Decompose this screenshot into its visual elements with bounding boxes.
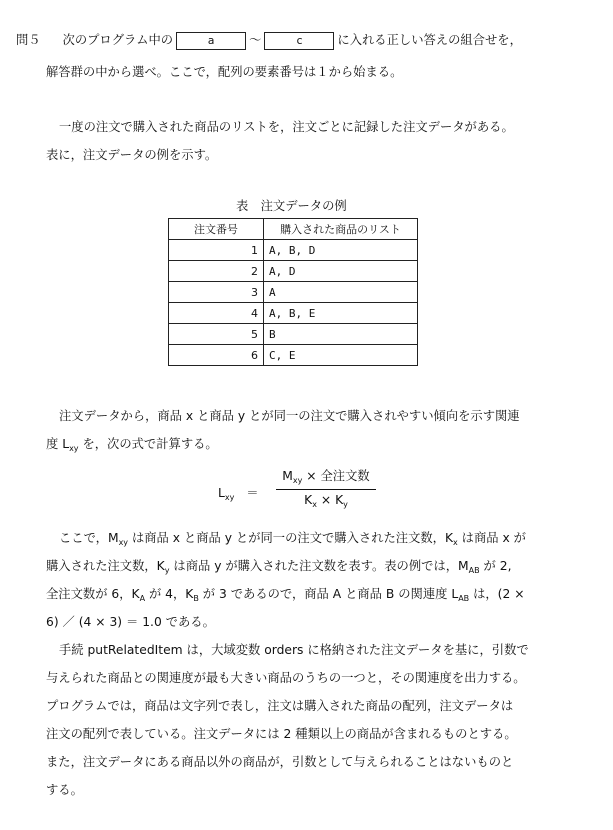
question-intro-text: 次のプログラム中の <box>62 33 174 47</box>
table-row <box>169 261 418 282</box>
table-row <box>169 324 418 345</box>
blank-a-box: a <box>176 32 246 50</box>
para4-line-1: 手続 putRelatedItem は，大域変数 orders に格納された注文データを基に，引数で <box>59 643 529 657</box>
para4-line-2: 与えられた商品との関連度が最も大きい商品のうちの一つと，その関連度を出力する。 <box>46 671 526 685</box>
formula-lhs: $L_{xy}$ ＝ <box>218 486 259 502</box>
table-row <box>169 282 418 303</box>
para2-line-2: 度 $L_{xy}$ を，次の式で計算する。 <box>46 437 218 453</box>
para4-line-5: また，注文データにある商品以外の商品が，引数として与えられることはないものと <box>46 755 514 769</box>
para4-line-3: プログラムでは，商品は文字列で表し，注文は購入された商品の配列，注文データは <box>46 699 514 713</box>
para3-line-1: ここで，$M_{xy}$ は商品 x と商品 y とが同一の注文で購入された注文数，$K_x$ は商品 x が <box>59 531 526 547</box>
order-number-cell: 3 <box>169 282 264 303</box>
blank-c-box: c <box>264 32 334 50</box>
order-data-table <box>168 218 418 366</box>
header-item-list: 購入された商品のリスト <box>264 219 418 240</box>
item-list-cell: A, B, E <box>264 303 418 324</box>
formula-numerator: $M_{xy}$ × 全注文数 <box>282 469 370 485</box>
order-number-cell: 5 <box>169 324 264 345</box>
table-row <box>169 240 418 261</box>
table-row <box>169 303 418 324</box>
question-line-2: 解答群の中から選べ。ここで，配列の要素番号は１から始まる。 <box>46 65 403 79</box>
tilde: ～ <box>249 33 262 47</box>
item-list-cell: C, E <box>264 345 418 366</box>
para1-line-1: 一度の注文で購入された商品のリストを，注文ごとに記録した注文データがある。 <box>59 120 514 134</box>
table-header-row <box>169 219 418 240</box>
order-number-cell: 1 <box>169 240 264 261</box>
item-list-cell: A, D <box>264 261 418 282</box>
order-number-cell: 2 <box>169 261 264 282</box>
para3-line-2: 購入された注文数，$K_y$ は商品 y が購入された注文数を表す。表の例では，$M_{AB}$ が 2, <box>46 559 512 575</box>
order-number-cell: 4 <box>169 303 264 324</box>
header-order-number: 注文番号 <box>169 219 264 240</box>
table-row <box>169 345 418 366</box>
para1-line-2: 表に，注文データの例を示す。 <box>46 148 218 162</box>
para3-line-3: 全注文数が 6，$K_A$ が 4，$K_B$ が 3 であるので，商品 A と商品 B の関連度 $L_{AB}$ は，(2 × <box>46 587 525 603</box>
item-list-cell: B <box>264 324 418 345</box>
item-list-cell: A, B, D <box>264 240 418 261</box>
table-caption: 表 注文データの例 <box>236 199 347 213</box>
para3-line-4: 6) ／ (4 × 3) ＝ 1.0 である。 <box>46 615 215 629</box>
question-line-1 <box>16 30 522 50</box>
fraction-bar <box>276 489 376 490</box>
question-intro-text-2: に入れる正しい答えの組合せを， <box>337 33 522 47</box>
order-number-cell: 6 <box>169 345 264 366</box>
para4-line-4: 注文の配列で表している。注文データには 2 種類以上の商品が含まれるものとする。 <box>46 727 517 741</box>
question-number: 問５ <box>16 33 41 47</box>
para4-line-6: する。 <box>46 783 83 797</box>
formula-denominator: $K_x \times K_y$ <box>304 493 348 509</box>
item-list-cell: A <box>264 282 418 303</box>
para2-line-1: 注文データから，商品 x と商品 y とが同一の注文で購入されやすい傾向を示す関連 <box>59 409 520 423</box>
